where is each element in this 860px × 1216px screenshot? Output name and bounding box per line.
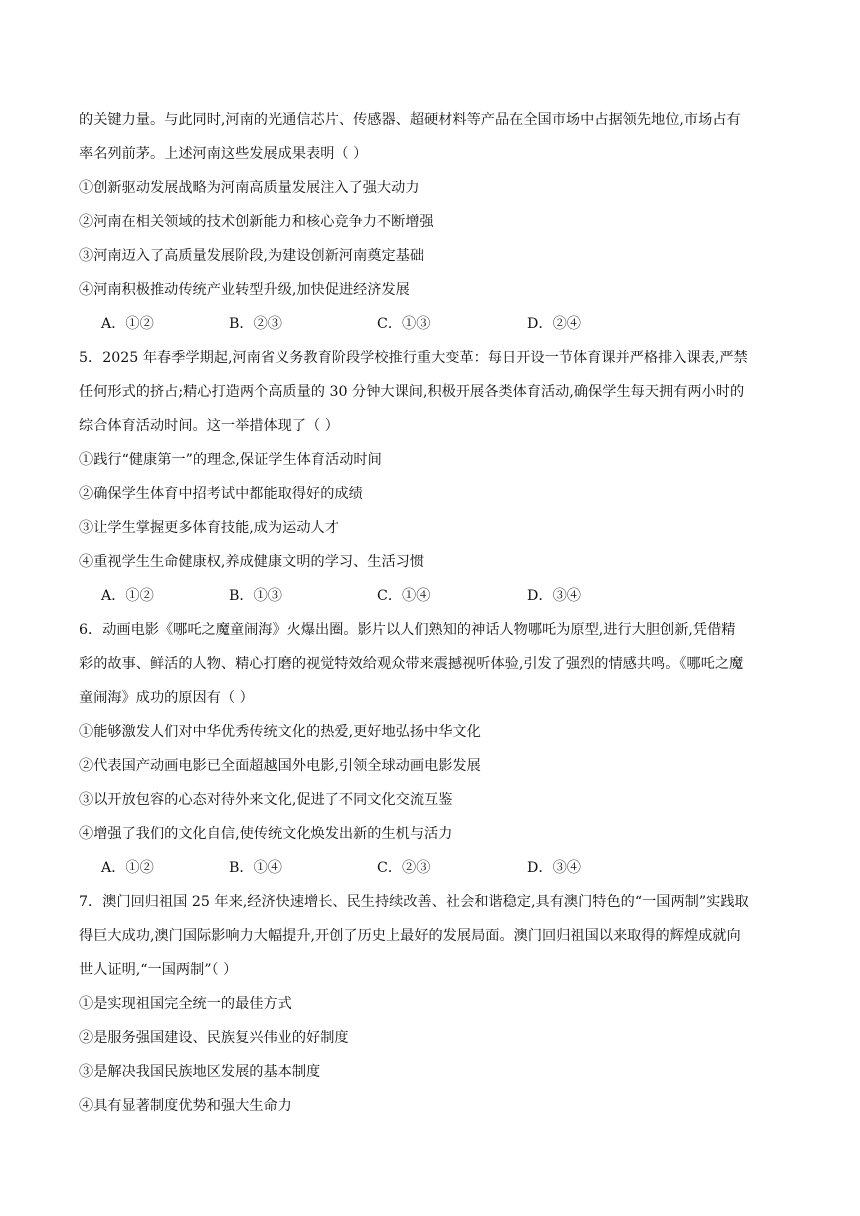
q5-statement-3: ③让学生掌握更多体育技能,成为运动人才 bbox=[79, 520, 339, 536]
q6-line-1: 6．动画电影《哪吒之魔童闹海》火爆出圈。影片以人们熟知的神话人物哪吒为原型,进行大胆创新,凭借精 bbox=[79, 622, 736, 638]
q4-statement-2: ②河南在相关领域的技术创新能力和核心竞争力不断增强 bbox=[79, 214, 434, 230]
q5-statement-2: ②确保学生体育中招考试中都能取得好的成绩 bbox=[79, 486, 363, 502]
q6-statement-1: ①能够激发人们对中华优秀传统文化的热爱,更好地弘扬中华文化 bbox=[79, 724, 481, 740]
q6-option-a[interactable]: A．①② bbox=[101, 860, 154, 876]
q7-statement-1: ①是实现祖国完全统一的最佳方式 bbox=[79, 996, 292, 1012]
q5-option-c[interactable]: C．①④ bbox=[377, 588, 431, 604]
q7-statement-4: ④具有显著制度优势和强大生命力 bbox=[79, 1098, 292, 1114]
q7-line-1: 7．澳门回归祖国 25 年来,经济快速增长、民生持续改善、社会和谐稳定,具有澳门特色的“一国两制”实践取 bbox=[79, 894, 749, 910]
q6-statement-2: ②代表国产动画电影已全面超越国外电影,引领全球动画电影发展 bbox=[79, 758, 481, 774]
q4-option-c[interactable]: C．①③ bbox=[377, 316, 431, 332]
q5-line-3: 综合体育活动时间。这一举措体现了（ ） bbox=[79, 418, 339, 434]
q4-statement-4: ④河南积极推动传统产业转型升级,加快促进经济发展 bbox=[79, 282, 410, 298]
q4-line-2: 率名列前茅。上述河南这些发展成果表明（ ） bbox=[79, 146, 368, 162]
q5-option-d[interactable]: D．③④ bbox=[527, 588, 581, 604]
q4-line-1: 的关键力量。与此同时,河南的光通信芯片、传感器、超硬材料等产品在全国市场中占据领先地位,市场占有 bbox=[79, 112, 741, 128]
q4-statement-3: ③河南迈入了高质量发展阶段,为建设创新河南奠定基础 bbox=[79, 248, 425, 264]
q4-option-d[interactable]: D．②④ bbox=[527, 316, 581, 332]
q6-line-2: 彩的故事、鲜活的人物、精心打磨的视觉特效给观众带来震撼视听体验,引发了强烈的情感共鸣。《哪吒之魔 bbox=[79, 656, 744, 672]
q7-statement-2: ②是服务强国建设、民族复兴伟业的好制度 bbox=[79, 1030, 349, 1046]
q5-statement-1: ①践行“健康第一”的理念,保证学生体育活动时间 bbox=[79, 452, 382, 468]
q5-options bbox=[101, 586, 741, 606]
q7-line-2: 得巨大成功,澳门国际影响力大幅提升,开创了历史上最好的发展局面。澳门回归祖国以来取得的辉煌成就向 bbox=[79, 928, 741, 944]
q6-option-d[interactable]: D．③④ bbox=[527, 860, 581, 876]
q5-line-1: 5．2025 年春季学期起,河南省义务教育阶段学校推行重大变革：每日开设一节体育课并严格排入课表,严禁 bbox=[79, 350, 748, 366]
q6-statement-3: ③以开放包容的心态对待外来文化,促进了不同文化交流互鉴 bbox=[79, 792, 453, 808]
q7-statement-3: ③是解决我国民族地区发展的基本制度 bbox=[79, 1064, 321, 1080]
q6-option-b[interactable]: B．①④ bbox=[229, 860, 282, 876]
q6-line-3: 童闹海》成功的原因有（ ） bbox=[79, 690, 254, 706]
q7-line-3: 世人证明,“一国两制”（ ） bbox=[79, 962, 238, 978]
q6-option-c[interactable]: C．②③ bbox=[377, 860, 431, 876]
q4-option-a[interactable]: A．①② bbox=[101, 316, 154, 332]
q6-options bbox=[101, 858, 741, 878]
q6-statement-4: ④增强了我们的文化自信,使传统文化焕发出新的生机与活力 bbox=[79, 826, 453, 842]
q5-statement-4: ④重视学生生命健康权,养成健康文明的学习、生活习惯 bbox=[79, 554, 425, 570]
q4-statement-1: ①创新驱动发展战略为河南高质量发展注入了强大动力 bbox=[79, 180, 420, 196]
q5-option-a[interactable]: A．①② bbox=[101, 588, 154, 604]
q4-options bbox=[101, 314, 741, 334]
q5-line-2: 任何形式的挤占;精心打造两个高质量的 30 分钟大课间,积极开展各类体育活动,确保学生每天拥有两小时的 bbox=[79, 384, 745, 400]
q4-option-b[interactable]: B．②③ bbox=[229, 316, 282, 332]
q5-option-b[interactable]: B．①③ bbox=[229, 588, 282, 604]
